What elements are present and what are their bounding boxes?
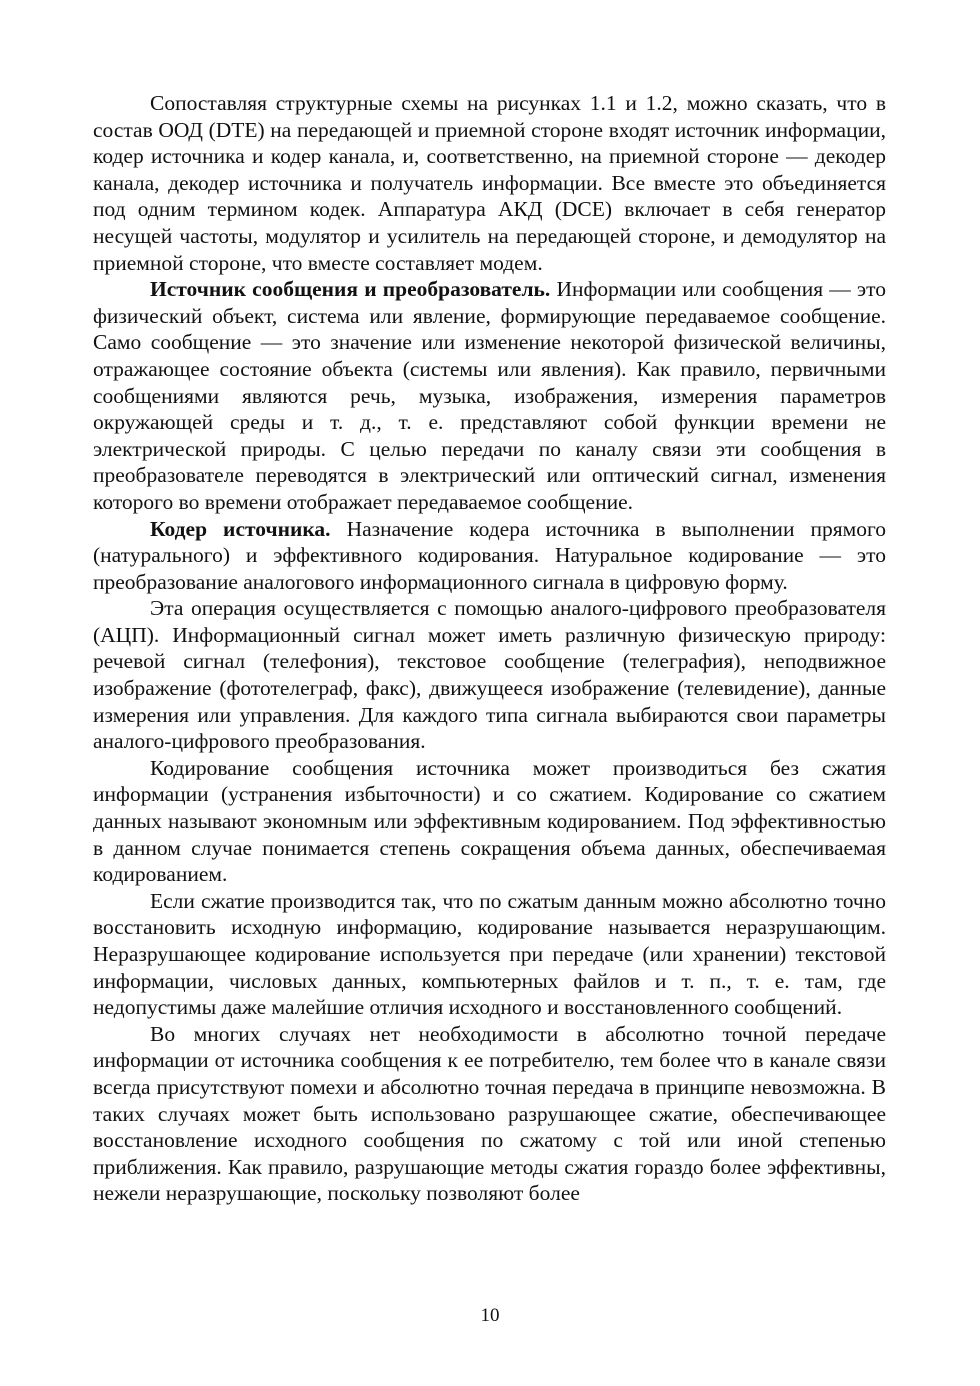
paragraph-6	[93, 888, 886, 1021]
paragraph-5-text: Кодирование сообщения источника может производиться без сжатия информации (устранения избыточности) и со сжатием. Кодирование со сжатием данных называют экономным или эффективным кодированием. Под эффективностью в данном случае понимается степень сокращения объема данных, обеспечиваемая кодированием.	[93, 755, 886, 887]
paragraph-1	[93, 90, 886, 276]
paragraph-3-text: Назначение кодера источника в выполнении прямого (натурального) и эффективного кодирования. Натуральное кодирование — это преобразование аналогового информационного сигнала в цифровую форму.	[93, 516, 887, 594]
paragraph-6-text: Если сжатие производится так, что по сжатым данным можно абсолютно точно восстановить исходную информацию, кодирование называется неразрушающим. Неразрушающее кодирование используется при передаче (или хранении) текстовой информации, числовых данных, компьютерных файлов и т. п., т. е. там, где недопустимы даже малейшие отличия исходного и восстановленного сообщений.	[93, 888, 886, 1020]
paragraph-4-text: Эта операция осуществляется с помощью аналого-цифрового преобразователя (АЦП). Информационный сигнал может иметь различную физическую природу: речевой сигнал (телефония), текстовое сообщение (телеграфия), неподвижное изображение (фототелеграф, факс), движущееся изображение (телевидение), данные измерения или управления. Для каждого типа сигнала выбираются свои параметры аналого-цифрового преобразования.	[93, 596, 886, 754]
paragraph-2-text: Информации или сообщения — это физический объект, система или явление, формирующие передаваемое сообщение. Само сообщение — это значение или изменение некоторой физической величины, отражающее состояние объекта (системы или явления). Как правило, первичными сообщениями являются речь, музыка, изображения, измерения параметров окружающей среды и т. д., т. е. представляют собой функции времени не электрической природы. С целью передачи по каналу связи эти сообщения в преобразователе переводятся в электрический или оптический сигнал, изменения которого во времени отображает передаваемое сообщение.	[93, 277, 886, 514]
paragraph-4	[93, 595, 886, 755]
page-number: 10	[480, 1305, 500, 1326]
page-body	[93, 90, 886, 1207]
paragraph-2-heading: Источник сообщения и преобразователь.	[150, 277, 551, 302]
paragraph-2	[93, 276, 886, 515]
paragraph-3	[93, 516, 886, 596]
paragraph-3-heading: Кодер источника.	[150, 516, 331, 541]
paragraph-7-text: Во многих случаях нет необходимости в абсолютно точной передаче информации от источника сообщения к ее потребителю, тем более что в канале связи всегда присутствуют помехи и абсолютно точная передача в принципе невозможна. В таких случаях может быть использовано разрушающее сжатие, обеспечивающее восстановление исходного сообщения по сжатому с той или иной степенью приближения. Как правило, разрушающие методы сжатия гораздо более эффективны, нежели неразрушающие, поскольку позволяют более	[93, 1021, 886, 1206]
paragraph-1-text: Сопоставляя структурные схемы на рисунках 1.1 и 1.2, можно сказать, что в состав ООД (DTE) на передающей и приемной стороне входят источник информации, кодер источника и кодер канала, и, соответственно, на приемной стороне — декодер канала, декодер источника и получатель информации. Все вместе это объединяется под одним термином кодек. Аппаратура АКД (DCE) включает в себя генератор несущей частоты, модулятор и усилитель на передающей стороне, и демодулятор на приемной стороне, что вместе составляет модем.	[93, 91, 886, 275]
paragraph-5	[93, 755, 886, 888]
paragraph-7	[93, 1021, 886, 1207]
